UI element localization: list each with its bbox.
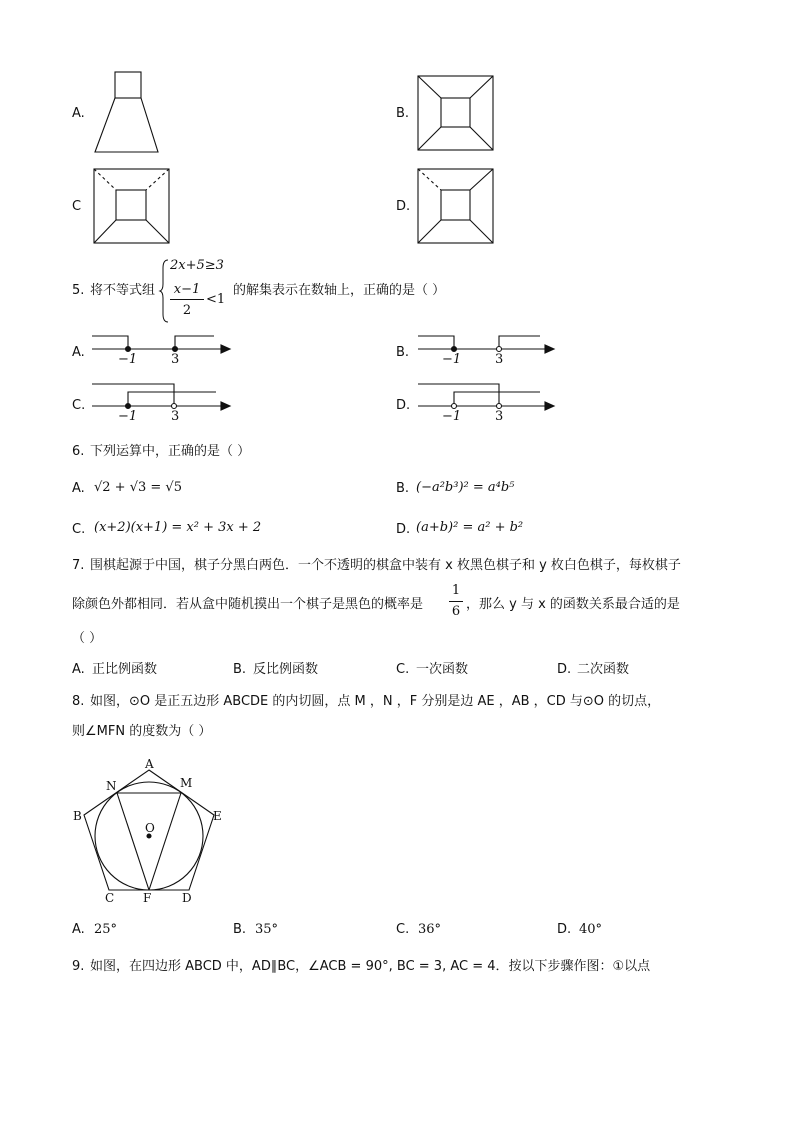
q6-option-c-expr: (x+2)(x+1) = x² + 3x + 2 xyxy=(94,520,262,535)
q9-number: 9. xyxy=(72,959,85,974)
q9-text: 如图，在四边形 ABCD 中，AD∥BC，∠ACB = 90°, BC = 3, AC = 4．按以下步骤作图：①以点 xyxy=(90,959,651,974)
q7-option-b-label: B. xyxy=(233,662,247,677)
q8-option-c-label: C. xyxy=(396,922,410,937)
q7-option-d-text: 二次函数 xyxy=(577,662,630,677)
label-m: M xyxy=(180,776,193,790)
q8-option-a-label: A. xyxy=(72,922,85,937)
q7-line-2-pre: 除颜色外都相同．若从盒中随机摸出一个棋子是黑色的概率是 xyxy=(72,597,424,612)
q5-d-tick-left: −1 xyxy=(442,409,462,424)
label-c: C xyxy=(105,891,115,905)
q5-number: 5. xyxy=(72,283,85,298)
label-f: F xyxy=(143,891,152,905)
q5-option-b-label: B. xyxy=(396,345,410,360)
q6-number: 6. xyxy=(72,444,85,459)
q5-d-tick-right: 3 xyxy=(495,409,504,424)
q6-option-a-expr: √2 + √3 = √5 xyxy=(94,480,182,495)
q4-option-d-label: D. xyxy=(396,199,411,214)
q5-a-tick-right: 3 xyxy=(171,352,180,367)
q8-option-b-label: B. xyxy=(233,922,247,937)
q8-option-a-text: 25° xyxy=(94,922,118,937)
q5-option-c-label: C. xyxy=(72,398,86,413)
q8-line-1: 如图，⊙O 是正五边形 ABCDE 的内切圆，点 M ，N ，F 分别是边 AE ，AB ，CD 与⊙O 的切点， xyxy=(90,694,661,709)
q5-stem-pre: 将不等式组 xyxy=(90,283,156,298)
q7-line-2-post: ，那么 y 与 x 的函数关系最合适的是 xyxy=(466,597,680,612)
q8-line-2: 则∠MFN 的度数为（ ） xyxy=(72,724,212,739)
q8-number: 8. xyxy=(72,694,85,709)
q7-option-c-text: 一次函数 xyxy=(416,662,469,677)
q5-option-d-label: D. xyxy=(396,398,411,413)
q5-inequality-1: 2x+5≥3 xyxy=(170,258,224,273)
q6-option-b-label: B. xyxy=(396,481,410,496)
q5-option-c-number-line xyxy=(90,378,235,418)
q7-line-3: （ ） xyxy=(72,631,103,646)
q6-option-b-expr: (−a²b³)² = a⁴b⁵ xyxy=(416,480,515,495)
q6-option-d-label: D. xyxy=(396,522,411,537)
fraction-bar xyxy=(170,299,204,300)
segment-mf xyxy=(149,793,181,890)
q5-c-tick-right: 3 xyxy=(171,409,180,424)
segment-nf xyxy=(117,793,149,890)
q4-option-a-label: A. xyxy=(72,106,85,121)
q4-option-c-figure xyxy=(92,167,172,245)
q7-probability-numerator: 1 xyxy=(451,583,461,598)
q5-inequality-2-relation: <1 xyxy=(206,292,226,307)
q6-option-c-label: C. xyxy=(72,522,86,537)
q7-probability-denominator: 6 xyxy=(451,604,461,619)
q5-option-d-number-line xyxy=(416,378,561,418)
q8-option-d-text: 40° xyxy=(579,922,603,937)
q7-option-b-text: 反比例函数 xyxy=(253,662,319,677)
label-o: O xyxy=(145,821,155,835)
q5-c-tick-left: −1 xyxy=(118,409,138,424)
q7-option-a-text: 正比例函数 xyxy=(92,662,158,677)
q7-option-c-label: C. xyxy=(396,662,410,677)
label-a: A xyxy=(145,757,154,771)
q6-stem: 下列运算中，正确的是（ ） xyxy=(90,444,251,459)
q4-option-d-figure xyxy=(416,167,496,245)
fraction-bar xyxy=(449,601,463,602)
q8-option-b-text: 35° xyxy=(255,922,279,937)
q4-option-b-label: B. xyxy=(396,106,410,121)
label-d: D xyxy=(182,891,192,905)
q5-option-b-number-line xyxy=(416,330,561,370)
q7-line-1: 围棋起源于中国，棋子分黑白两色．一个不透明的棋盒中装有 x 枚黑色棋子和 y 枚白色棋子，每枚棋子 xyxy=(90,558,681,573)
label-b: B xyxy=(73,809,82,823)
q4-option-b-figure xyxy=(416,74,496,152)
system-brace xyxy=(160,258,170,324)
q5-stem-post: 的解集表示在数轴上，正确的是（ ） xyxy=(233,283,446,298)
q7-option-a-label: A. xyxy=(72,662,85,677)
figure-square xyxy=(115,72,141,98)
q5-inequality-2-denominator: 2 xyxy=(182,303,192,318)
q5-option-a-number-line xyxy=(90,330,235,370)
q5-b-tick-left: −1 xyxy=(442,352,462,367)
q7-number: 7. xyxy=(72,558,85,573)
q6-option-a-label: A. xyxy=(72,481,85,496)
q7-option-d-label: D. xyxy=(557,662,572,677)
q5-option-a-label: A. xyxy=(72,345,85,360)
label-e: E xyxy=(213,809,222,823)
q8-option-d-label: D. xyxy=(557,922,572,937)
q4-option-c-label: C xyxy=(72,199,82,214)
q5-b-tick-right: 3 xyxy=(495,352,504,367)
q5-inequality-2-numerator: x−1 xyxy=(173,282,201,297)
q6-option-d-expr: (a+b)² = a² + b² xyxy=(416,520,524,535)
q5-a-tick-left: −1 xyxy=(118,352,138,367)
figure-trapezoid xyxy=(95,98,158,152)
q4-option-a-figure xyxy=(92,70,162,154)
q8-option-c-text: 36° xyxy=(418,922,442,937)
label-n: N xyxy=(106,779,117,793)
q8-pentagon-figure xyxy=(70,752,230,904)
